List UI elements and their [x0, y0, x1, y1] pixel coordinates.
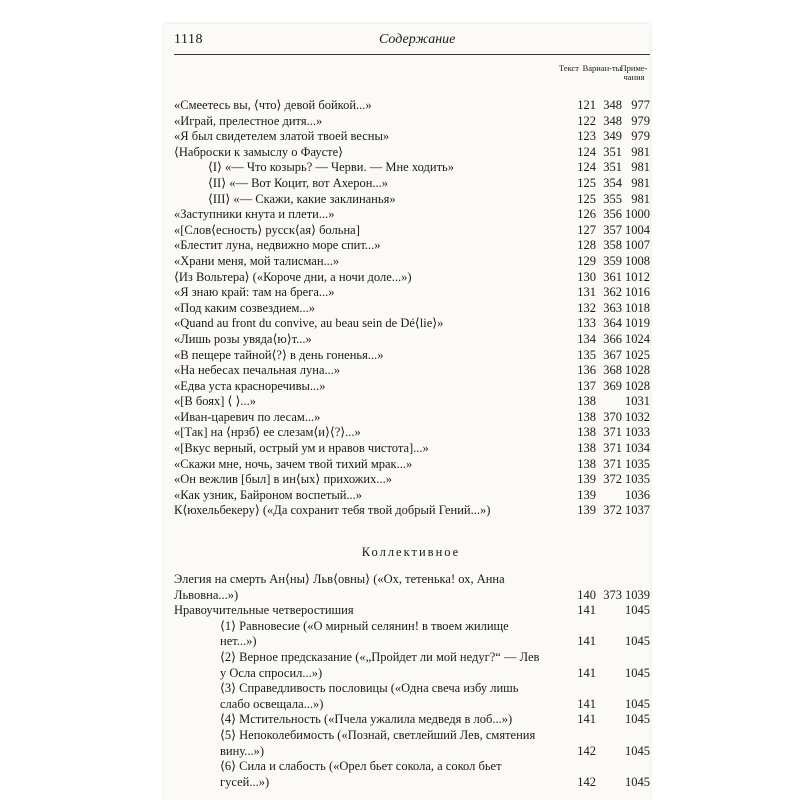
toc-entry [174, 98, 648, 114]
entry-title: ⟨Наброски к замыслу о Фаусте⟩ [174, 144, 344, 159]
text-page: 135 [577, 347, 596, 362]
toc-entry [174, 379, 648, 395]
entry-title: «[Так] на ⟨нрзб⟩ ее слезам⟨и⟩⟨?⟩...» [174, 425, 361, 440]
notes-page: 1034 [625, 441, 650, 456]
column-head-text: Текст [558, 63, 580, 73]
notes-page: 1037 [625, 503, 650, 518]
variants-page: 348 [603, 113, 622, 128]
notes-page: 1045 [625, 712, 650, 727]
notes-page: 1036 [625, 487, 650, 502]
text-page: 123 [577, 129, 596, 144]
text-page: 140 [577, 587, 596, 602]
variants-page: 351 [603, 144, 622, 159]
entry-title: «Под каким созвездием...» [174, 300, 315, 315]
variants-page: 366 [603, 331, 622, 346]
toc-entry [174, 238, 648, 254]
entry-title: К⟨юхельбекеру⟩ («Да сохранит тебя твой добрый Гений...») [174, 503, 491, 518]
variants-page: 373 [603, 587, 622, 602]
toc-entry [174, 650, 648, 681]
toc-entry [174, 192, 648, 208]
variants-page: 355 [603, 191, 622, 206]
variants-page: 372 [603, 503, 622, 518]
notes-page: 1033 [625, 425, 650, 440]
entry-title: ⟨5⟩ Непоколебимость («Познай, светлейший Лев, смятения вину...») [220, 727, 536, 758]
toc-entry [174, 619, 648, 650]
toc-entry [174, 472, 648, 488]
entry-title: «Храни меня, мой талисман...» [174, 253, 340, 268]
text-page: 125 [577, 175, 596, 190]
toc-entry [174, 316, 648, 332]
entry-title: «Как узник, Байроном воспетый...» [174, 487, 363, 502]
notes-page: 1045 [625, 743, 650, 758]
text-page: 138 [577, 456, 596, 471]
toc-entry [174, 759, 648, 790]
entry-title: «В пещере тайной⟨?⟩ в день гоненья...» [174, 347, 384, 362]
entry-title: «Quand au front du convive, au beau sein de Dé⟨lie⟩» [174, 316, 444, 331]
text-page: 128 [577, 238, 596, 253]
notes-page: 1000 [625, 207, 650, 222]
entry-title: ⟨6⟩ Сила и слабость («Орел бьет сокола, а сокол бьет гусей...») [220, 759, 502, 789]
variants-page: 361 [603, 269, 622, 284]
entry-title: Нравоучительные четверостишия [174, 603, 354, 618]
header-rule [174, 54, 650, 55]
entry-title: ⟨II⟩ «— Вот Коцит, вот Ахерон...» [208, 175, 389, 190]
column-head-notes: Приме-чания [620, 63, 648, 82]
text-page: 126 [577, 207, 596, 222]
variants-page: 354 [603, 175, 622, 190]
toc-entry [174, 728, 648, 759]
toc-entry [174, 488, 648, 504]
entry-title: ⟨4⟩ Мстительность («Пчела ужалила медведя в лоб...») [220, 712, 513, 727]
text-page: 141 [577, 665, 596, 680]
toc-list-collective [174, 572, 648, 790]
entry-title: «Лишь розы увяда⟨ю⟩т...» [174, 331, 312, 346]
notes-page: 1028 [625, 363, 650, 378]
notes-page: 1007 [625, 238, 650, 253]
entry-title: «Я был свидетелем златой твоей весны» [174, 129, 390, 144]
toc-entry [174, 603, 648, 619]
page-header [174, 32, 650, 50]
entry-title: «Иван-царевич по лесам...» [174, 409, 321, 424]
text-page: 124 [577, 160, 596, 175]
text-page: 141 [577, 696, 596, 711]
variants-page: 351 [603, 160, 622, 175]
variants-page: 357 [603, 222, 622, 237]
section-heading: Коллективное [361, 545, 461, 559]
running-title: Содержание [379, 32, 456, 47]
variants-page: 371 [603, 441, 622, 456]
toc-entry [174, 572, 648, 603]
notes-page: 1024 [625, 331, 650, 346]
toc-entry [174, 712, 648, 728]
entry-title: ⟨2⟩ Верное предсказание («„Пройдет ли мой недуг?“ — Лев у Осла спросил...») [220, 649, 540, 680]
notes-page: 981 [631, 144, 650, 159]
text-page: 141 [577, 603, 596, 618]
entry-title: «Едва уста красноречивы...» [174, 378, 326, 393]
entry-title: «[Вкус верный, острый ум и нравов чистота]...» [174, 441, 429, 456]
text-page: 138 [577, 441, 596, 456]
notes-page: 1039 [625, 587, 650, 602]
entry-title: «На небесах печальная луна...» [174, 363, 341, 378]
toc-list [174, 98, 648, 519]
toc-entry [174, 145, 648, 161]
notes-page: 1035 [625, 456, 650, 471]
entry-title: ⟨3⟩ Справедливость пословицы («Одна свеча избу лишь слабо освещала...») [220, 681, 519, 711]
text-page: 130 [577, 269, 596, 284]
toc-entry [174, 270, 648, 286]
notes-page: 1008 [625, 253, 650, 268]
entry-title: ⟨I⟩ «— Что козырь? — Черви. — Мне ходить» [208, 160, 454, 175]
text-page: 138 [577, 409, 596, 424]
notes-page: 1019 [625, 316, 650, 331]
toc-entry [174, 301, 648, 317]
toc-entry [174, 223, 648, 239]
text-page: 138 [577, 394, 596, 409]
notes-page: 1045 [625, 634, 650, 649]
variants-page: 358 [603, 238, 622, 253]
variants-page: 362 [603, 285, 622, 300]
text-page: 141 [577, 634, 596, 649]
toc-entry [174, 176, 648, 192]
entry-title: «Играй, прелестное дитя...» [174, 113, 323, 128]
text-page: 131 [577, 285, 596, 300]
entry-title: «Заступники кнута и плети...» [174, 207, 335, 222]
variants-page: 372 [603, 472, 622, 487]
notes-page: 1045 [625, 774, 650, 789]
toc-entry [174, 457, 648, 473]
text-page: 142 [577, 774, 596, 789]
toc-entry [174, 425, 648, 441]
text-page: 129 [577, 253, 596, 268]
notes-page: 981 [631, 175, 650, 190]
variants-page: 349 [603, 129, 622, 144]
variants-page: 370 [603, 409, 622, 424]
notes-page: 981 [631, 160, 650, 175]
entry-title: «Смеетесь вы, ⟨что⟩ девой бойкой...» [174, 98, 372, 112]
variants-page: 348 [603, 98, 622, 112]
notes-page: 1031 [625, 394, 650, 409]
notes-page: 1032 [625, 409, 650, 424]
notes-page: 1045 [625, 696, 650, 711]
notes-page: 1016 [625, 285, 650, 300]
notes-page: 1012 [625, 269, 650, 284]
entry-title: Элегия на смерть Ан⟨ны⟩ Льв⟨овны⟩ («Ох, тетенька! ох, Анна Львовна...») [174, 572, 505, 602]
entry-title: ⟨1⟩ Равновесие («О мирный селянин! в твоем жилище нет...») [220, 618, 509, 649]
variants-page: 367 [603, 347, 622, 362]
notes-page: 979 [631, 113, 650, 128]
text-page: 125 [577, 191, 596, 206]
notes-page: 981 [631, 191, 650, 206]
toc-entry [174, 394, 648, 410]
text-page: 138 [577, 425, 596, 440]
toc-entry [174, 332, 648, 348]
entry-title: «Блестит луна, недвижно море спит...» [174, 238, 381, 253]
entry-title: «Я знаю край: там на брега...» [174, 285, 335, 300]
variants-page: 356 [603, 207, 622, 222]
variants-page: 371 [603, 456, 622, 471]
notes-page: 1018 [625, 300, 650, 315]
column-head-variants: Вариан-ты [582, 63, 622, 73]
notes-page: 1045 [625, 665, 650, 680]
toc-entry [174, 441, 648, 457]
entry-title: «[В боях] ⟨ ⟩...» [174, 394, 257, 409]
toc-entry [174, 348, 648, 364]
text-page: 139 [577, 503, 596, 518]
notes-page: 1035 [625, 472, 650, 487]
book-page [164, 24, 650, 800]
entry-title: ⟨Из Вольтера⟩ («Короче дни, а ночи доле...») [174, 269, 412, 284]
variants-page: 369 [603, 378, 622, 393]
text-page: 127 [577, 222, 596, 237]
notes-page: 1025 [625, 347, 650, 362]
text-page: 121 [577, 98, 596, 112]
toc-entry [174, 114, 648, 130]
notes-page: 977 [631, 98, 650, 112]
toc-entry [174, 129, 648, 145]
variants-page: 368 [603, 363, 622, 378]
text-page: 122 [577, 113, 596, 128]
text-page: 137 [577, 378, 596, 393]
toc-entry [174, 254, 648, 270]
entry-title: «Он вежлив [был] в ин⟨ых⟩ прихожих...» [174, 472, 392, 487]
page-number: 1118 [174, 32, 203, 47]
text-page: 134 [577, 331, 596, 346]
notes-page: 979 [631, 129, 650, 144]
text-page: 132 [577, 300, 596, 315]
toc-entry [174, 207, 648, 223]
variants-page: 371 [603, 425, 622, 440]
toc-entry [174, 285, 648, 301]
entry-title: «Скажи мне, ночь, зачем твой тихий мрак...» [174, 456, 413, 471]
variants-page: 364 [603, 316, 622, 331]
variants-page: 359 [603, 253, 622, 268]
toc-entry [174, 410, 648, 426]
text-page: 136 [577, 363, 596, 378]
text-page: 133 [577, 316, 596, 331]
toc-entry [174, 503, 648, 519]
text-page: 142 [577, 743, 596, 758]
entry-title: «[Слов⟨есность⟩ русск⟨ая⟩ больна] [174, 222, 360, 237]
notes-page: 1045 [625, 603, 650, 618]
notes-page: 1004 [625, 222, 650, 237]
text-page: 139 [577, 472, 596, 487]
toc-entry [174, 160, 648, 176]
toc-entry [174, 363, 648, 379]
entry-title: ⟨III⟩ «— Скажи, какие заклинанья» [208, 191, 396, 206]
toc-entry [174, 681, 648, 712]
variants-page: 363 [603, 300, 622, 315]
notes-page: 1028 [625, 378, 650, 393]
text-page: 124 [577, 144, 596, 159]
text-page: 141 [577, 712, 596, 727]
text-page: 139 [577, 487, 596, 502]
